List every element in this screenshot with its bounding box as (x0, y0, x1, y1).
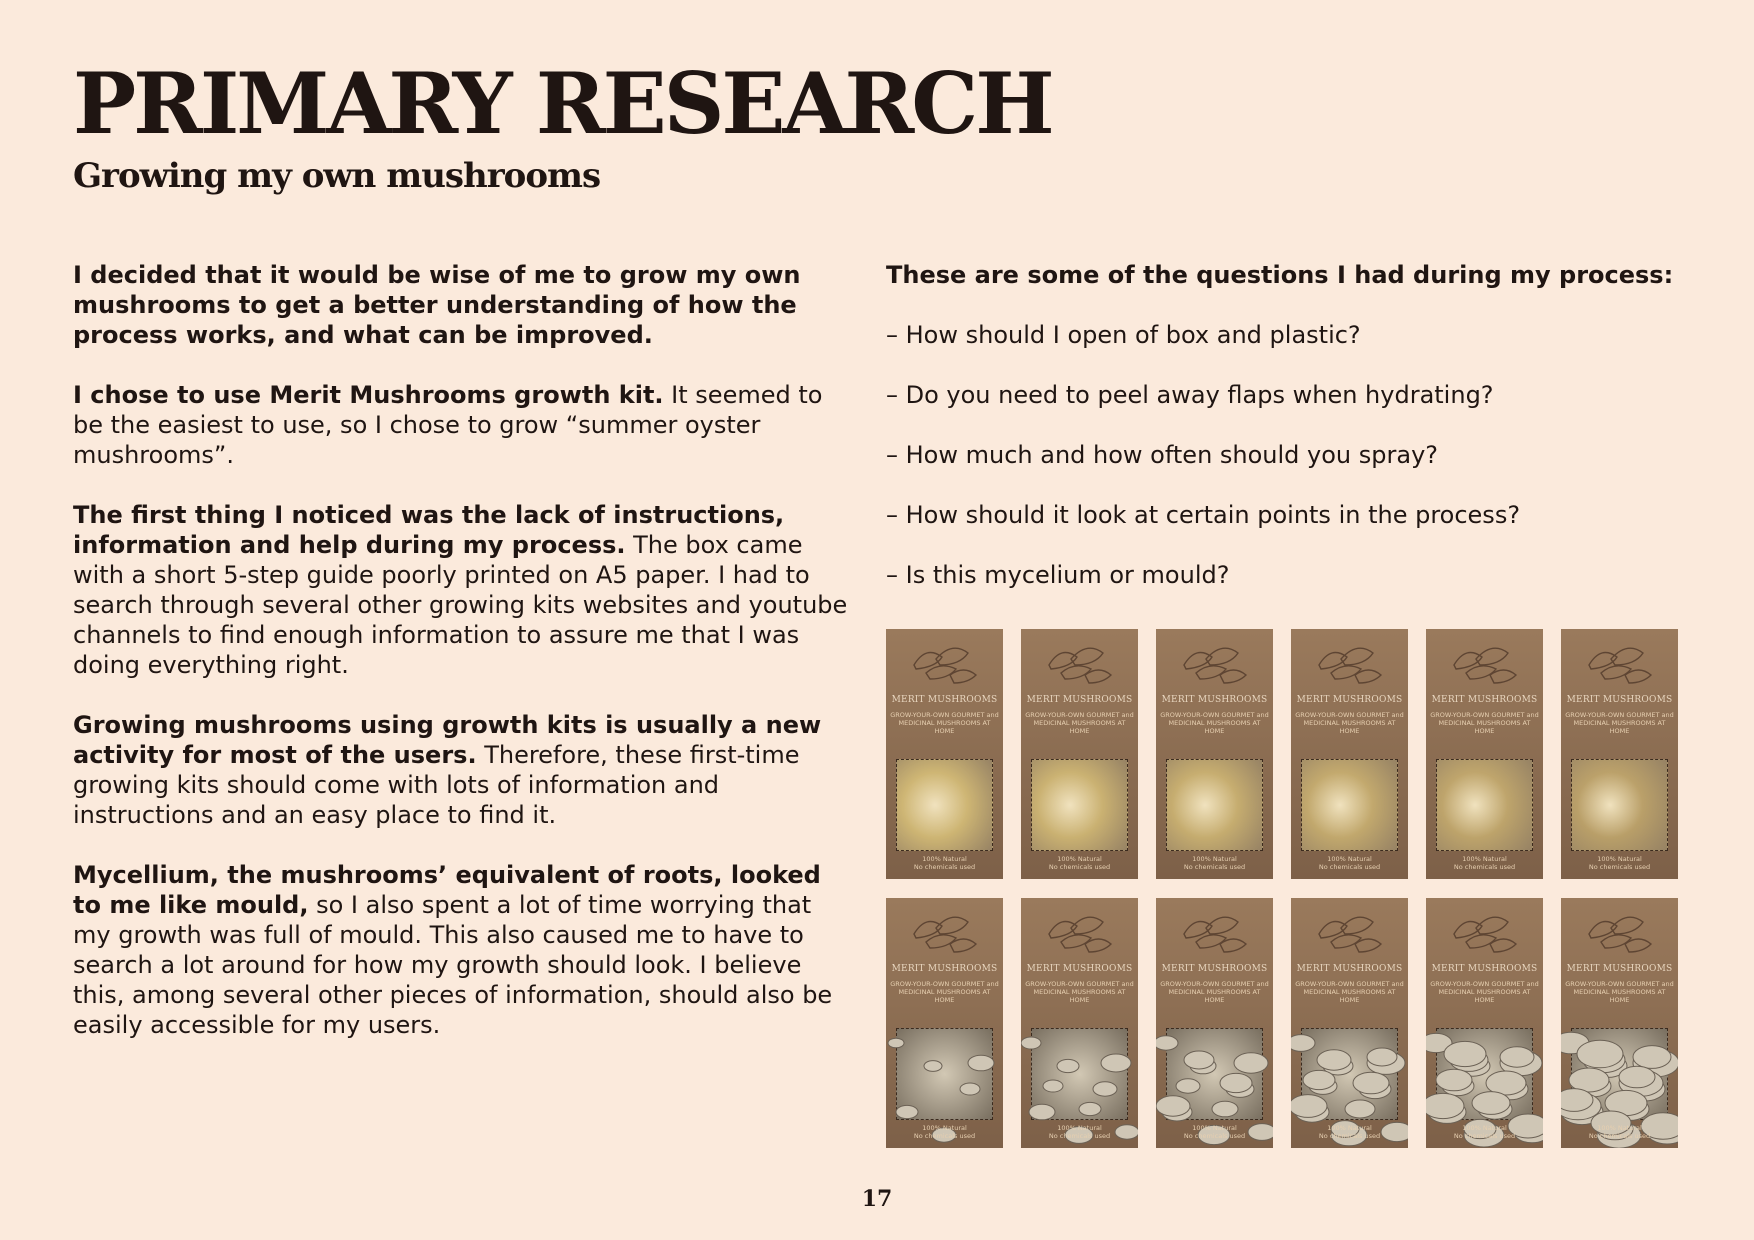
no-chemicals-text: No chemicals used (1318, 1132, 1381, 1140)
natural-text: 100% Natural (1192, 855, 1237, 863)
box-natural-label (1156, 855, 1273, 871)
box-natural-label (1291, 1124, 1408, 1140)
box-tagline: GROW-YOUR-OWN GOURMET and MEDICINAL MUSHROOMS AT HOME (1295, 711, 1404, 735)
box-brand: MERIT MUSHROOMS (1566, 964, 1673, 974)
no-chemicals-text: No chemicals used (1453, 1132, 1516, 1140)
progress-photo (1426, 629, 1543, 879)
progress-photo (1021, 898, 1138, 1148)
box-natural-label (886, 1124, 1003, 1140)
paragraph-5 (73, 860, 853, 1040)
no-chemicals-text: No chemicals used (1588, 863, 1651, 871)
box-natural-label (1291, 855, 1408, 871)
box-tagline: GROW-YOUR-OWN GOURMET and MEDICINAL MUSHROOMS AT HOME (1025, 711, 1134, 735)
box-brand: MERIT MUSHROOMS (1296, 964, 1403, 974)
box-natural-label (1426, 855, 1543, 871)
paragraph-5-bold: Mycellium, the mushrooms’ equivalent of roots, looked to me like mould, (73, 861, 821, 919)
box-brand: MERIT MUSHROOMS (1431, 695, 1538, 705)
paragraph-4-bold: Growing mushrooms using growth kits is usually a new activity for most of the users. (73, 711, 822, 769)
mushroom-logo-icon (906, 639, 982, 689)
natural-text: 100% Natural (1462, 855, 1507, 863)
paragraph-3 (73, 500, 853, 680)
natural-text: 100% Natural (1597, 855, 1642, 863)
box-brand: MERIT MUSHROOMS (1296, 695, 1403, 705)
natural-text: 100% Natural (1462, 1124, 1507, 1132)
box-natural-label (886, 855, 1003, 871)
mushroom-logo-icon (1041, 908, 1117, 958)
box-brand: MERIT MUSHROOMS (891, 695, 998, 705)
natural-text: 100% Natural (1057, 1124, 1102, 1132)
progress-photo (886, 898, 1003, 1148)
mushroom-logo-icon (1041, 639, 1117, 689)
questions-heading: These are some of the questions I had during my process: (886, 261, 1674, 289)
progress-photo (1561, 629, 1678, 879)
box-natural-label (1561, 855, 1678, 871)
box-natural-label (1156, 1124, 1273, 1140)
question-item: – Do you need to peel away flaps when hydrating? (886, 381, 1494, 409)
questions-list (886, 320, 1706, 590)
box-natural-label (1561, 1124, 1678, 1140)
box-brand: MERIT MUSHROOMS (891, 964, 998, 974)
right-questions-column (886, 260, 1706, 620)
paragraph-5-text: so I also spent a lot of time worrying that my growth was full of mould. This also caused me to have to search a lot around for how my growth should look. I believe this, among several other pieces of information, should also be easily accessible for my users. (73, 891, 833, 1039)
box-brand: MERIT MUSHROOMS (1026, 964, 1133, 974)
paragraph-1 (73, 260, 853, 350)
paragraph-3-bold: The first thing I noticed was the lack of instructions, information and help during my process. (73, 501, 785, 559)
page-title: PRIMARY RESEARCH (73, 54, 1052, 153)
mushroom-logo-icon (1581, 908, 1657, 958)
box-tagline: GROW-YOUR-OWN GOURMET and MEDICINAL MUSHROOMS AT HOME (1430, 980, 1539, 1004)
mushroom-logo-icon (1446, 639, 1522, 689)
progress-photo (1156, 898, 1273, 1148)
mushroom-logo-icon (1311, 639, 1387, 689)
progress-photo (1561, 898, 1678, 1148)
progress-photo (1426, 898, 1543, 1148)
natural-text: 100% Natural (922, 1124, 967, 1132)
question-item: – How should I open of box and plastic? (886, 321, 1361, 349)
no-chemicals-text: No chemicals used (913, 1132, 976, 1140)
no-chemicals-text: No chemicals used (913, 863, 976, 871)
progress-photo (1021, 629, 1138, 879)
box-tagline: GROW-YOUR-OWN GOURMET and MEDICINAL MUSHROOMS AT HOME (1025, 980, 1134, 1004)
box-tagline: GROW-YOUR-OWN GOURMET and MEDICINAL MUSHROOMS AT HOME (1430, 711, 1539, 735)
box-natural-label (1426, 1124, 1543, 1140)
box-tagline: GROW-YOUR-OWN GOURMET and MEDICINAL MUSHROOMS AT HOME (890, 980, 999, 1004)
mushroom-logo-icon (1581, 639, 1657, 689)
paragraph-2-bold: I chose to use Merit Mushrooms growth kit. (73, 381, 664, 409)
question-item: – How should it look at certain points in the process? (886, 501, 1521, 529)
box-brand: MERIT MUSHROOMS (1566, 695, 1673, 705)
natural-text: 100% Natural (922, 855, 967, 863)
box-tagline: GROW-YOUR-OWN GOURMET and MEDICINAL MUSHROOMS AT HOME (1160, 711, 1269, 735)
natural-text: 100% Natural (1192, 1124, 1237, 1132)
mushroom-logo-icon (906, 908, 982, 958)
natural-text: 100% Natural (1057, 855, 1102, 863)
box-window (1436, 759, 1533, 851)
mushroom-progress-photo-grid (886, 629, 1682, 1148)
natural-text: 100% Natural (1327, 855, 1372, 863)
page-number: 17 (861, 1186, 893, 1212)
progress-photo (1156, 629, 1273, 879)
no-chemicals-text: No chemicals used (1453, 863, 1516, 871)
box-window (896, 759, 993, 851)
box-brand: MERIT MUSHROOMS (1161, 964, 1268, 974)
mushroom-logo-icon (1176, 639, 1252, 689)
box-brand: MERIT MUSHROOMS (1431, 964, 1538, 974)
natural-text: 100% Natural (1327, 1124, 1372, 1132)
no-chemicals-text: No chemicals used (1318, 863, 1381, 871)
progress-photo (1291, 629, 1408, 879)
no-chemicals-text: No chemicals used (1183, 863, 1246, 871)
box-window (1301, 759, 1398, 851)
mushroom-logo-icon (1176, 908, 1252, 958)
box-tagline: GROW-YOUR-OWN GOURMET and MEDICINAL MUSHROOMS AT HOME (1565, 980, 1674, 1004)
box-tagline: GROW-YOUR-OWN GOURMET and MEDICINAL MUSHROOMS AT HOME (890, 711, 999, 735)
box-tagline: GROW-YOUR-OWN GOURMET and MEDICINAL MUSHROOMS AT HOME (1295, 980, 1404, 1004)
progress-photo (886, 629, 1003, 879)
mushroom-logo-icon (1311, 908, 1387, 958)
question-item: – How much and how often should you spray? (886, 441, 1439, 469)
box-natural-label (1021, 855, 1138, 871)
natural-text: 100% Natural (1597, 1124, 1642, 1132)
box-tagline: GROW-YOUR-OWN GOURMET and MEDICINAL MUSHROOMS AT HOME (1160, 980, 1269, 1004)
question-item: – Is this mycelium or mould? (886, 561, 1230, 589)
paragraph-2-text: It seemed to be the easiest to use, so I chose to grow “summer oyster mushrooms”. (73, 381, 823, 469)
box-window (1571, 759, 1668, 851)
page-subtitle: Growing my own mushrooms (73, 156, 601, 196)
paragraph-4-text: Therefore, these first-time growing kits should come with lots of information and instructions and an easy place to find it. (73, 741, 800, 829)
box-natural-label (1021, 1124, 1138, 1140)
box-brand: MERIT MUSHROOMS (1026, 695, 1133, 705)
progress-photo (1291, 898, 1408, 1148)
box-window (1031, 759, 1128, 851)
paragraph-1-bold: I decided that it would be wise of me to grow my own mushrooms to get a better understanding of how the process works, and what can be improved. (73, 261, 801, 349)
no-chemicals-text: No chemicals used (1588, 1132, 1651, 1140)
box-brand: MERIT MUSHROOMS (1161, 695, 1268, 705)
box-tagline: GROW-YOUR-OWN GOURMET and MEDICINAL MUSHROOMS AT HOME (1565, 711, 1674, 735)
no-chemicals-text: No chemicals used (1048, 1132, 1111, 1140)
no-chemicals-text: No chemicals used (1048, 863, 1111, 871)
paragraph-2 (73, 380, 853, 470)
paragraph-3-text: The box came with a short 5-step guide poorly printed on A5 paper. I had to search through several other growing kits websites and youtube channels to find enough information to assure me that I was doing everything right. (73, 531, 848, 679)
paragraph-4 (73, 710, 853, 830)
box-window (1166, 759, 1263, 851)
mushroom-logo-icon (1446, 908, 1522, 958)
left-text-column (73, 260, 853, 1070)
no-chemicals-text: No chemicals used (1183, 1132, 1246, 1140)
